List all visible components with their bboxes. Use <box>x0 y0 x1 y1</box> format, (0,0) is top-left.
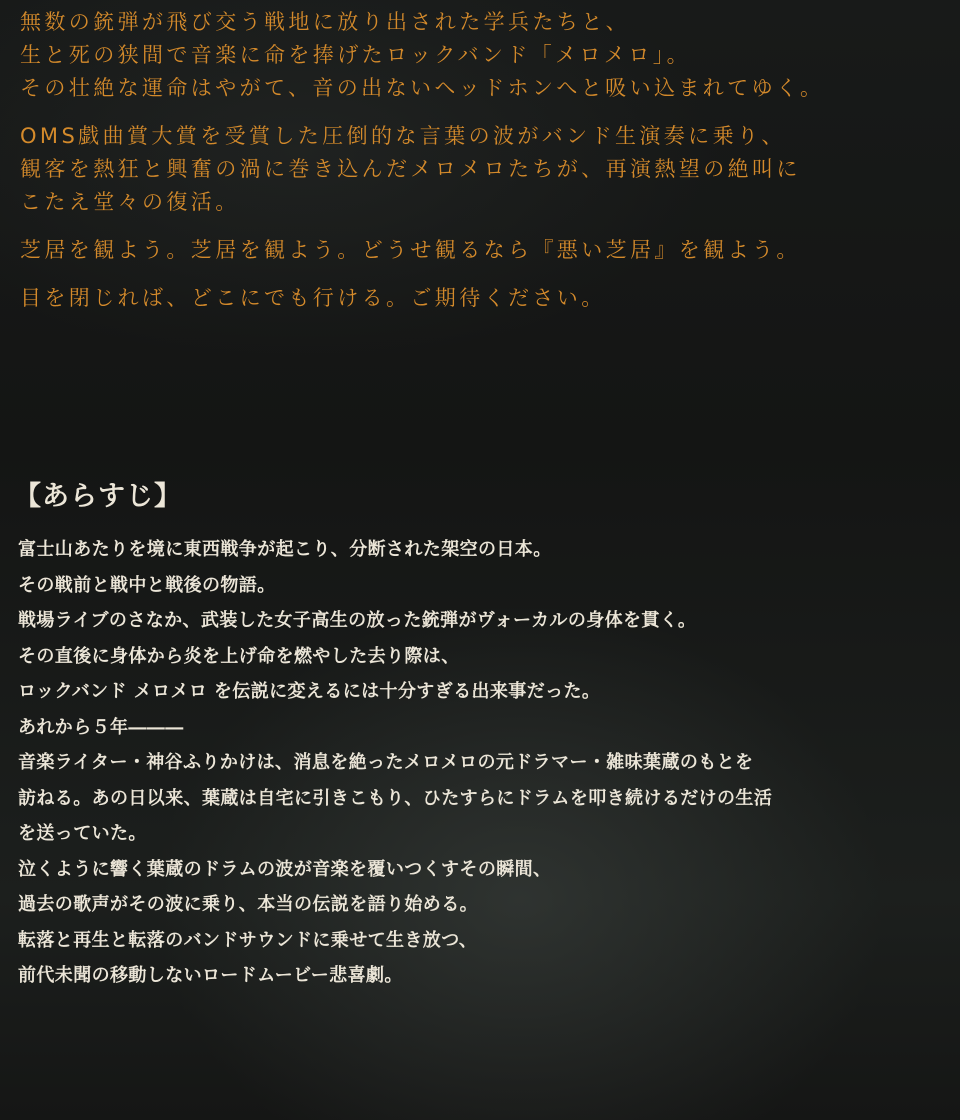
synopsis-line: を送っていた。 <box>18 823 147 844</box>
synopsis-line: 富士山あたりを境に東西戦争が起こり、分断された架空の日本。 <box>18 539 552 560</box>
synopsis-line: ロックバンド メロメロ を伝説に変えるには十分すぎる出来事だった。 <box>18 681 601 702</box>
synopsis-line: 戦場ライブのさなか、武装した女子高生の放った銃弾がヴォーカルの身体を貫く。 <box>18 610 697 631</box>
synopsis-line: 泣くように響く葉蔵のドラムの波が音楽を覆いつくすその瞬間、 <box>18 858 552 880</box>
intro-paragraph: OMS戯曲賞大賞を受賞した圧倒的な言葉の波がバンド生演奏に乗り、 観客を熱狂と興奮の渦に巻き込んだメロメロたちが、再演熱望の絶叫に こたえ堂々の復活。 <box>20 124 801 214</box>
synopsis-line: その直後に身体から炎を上げ命を燃やした去り際は、 <box>18 645 460 667</box>
synopsis-line: 音楽ライター・神谷ふりかけは、消息を絶ったメロメロの元ドラマー・雑味葉蔵のもとを <box>18 752 754 773</box>
intro-paragraph: 目を閉じれば、どこにでも行ける。ご期待ください。 <box>20 286 606 310</box>
synopsis-line: 転落と再生と転落のバンドサウンドに乗せて生き放つ、 <box>18 929 478 951</box>
synopsis-line: 訪ねる。あの日以来、葉蔵は自宅に引きこもり、ひたすらにドラムを叩き続けるだけの生活 <box>18 787 773 809</box>
intro-section <box>20 6 950 330</box>
synopsis-body <box>18 532 948 994</box>
synopsis-line: 過去の歌声がその波に乗り、本当の伝説を語り始める。 <box>18 894 478 915</box>
intro-paragraph: 芝居を観よう。芝居を観よう。どうせ観るなら『悪い芝居』を観よう。 <box>20 238 801 262</box>
synopsis-heading: 【あらすじ】 <box>14 481 182 512</box>
intro-paragraph: 無数の銃弾が飛び交う戦地に放り出された学兵たちと、 生と死の狭間で音楽に命を捧げたロックバンド「メロメロ」。 その壮絶な運命はやがて、音の出ないヘッドホンへと吸い込まれてゆく。 <box>20 10 825 100</box>
synopsis-line: 前代未聞の移動しないロードムービー悲喜劇。 <box>18 965 403 986</box>
synopsis-line: その戦前と戦中と戦後の物語。 <box>18 574 276 596</box>
synopsis-line: あれから５年――― <box>18 716 184 738</box>
